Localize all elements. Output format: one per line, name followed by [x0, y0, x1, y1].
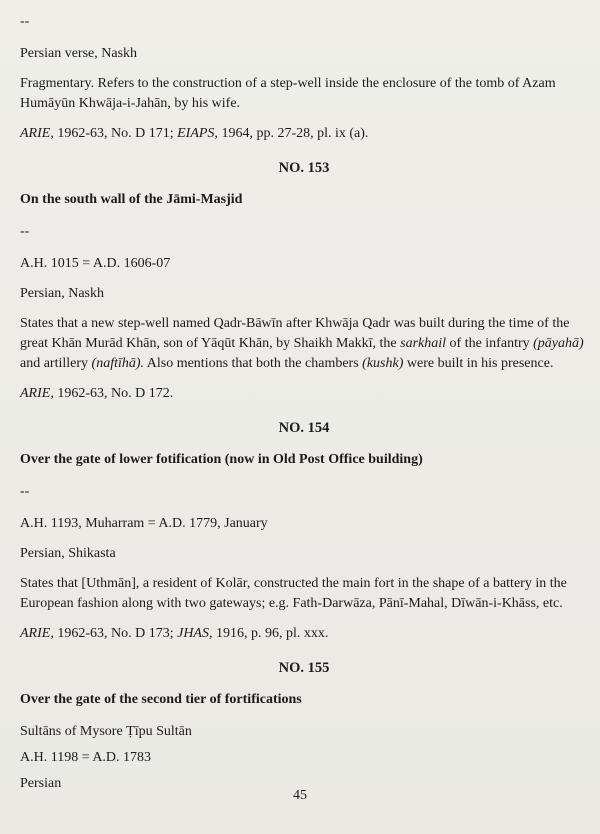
ref-text: 1962-63, No. D 172. [53, 386, 174, 401]
reference-line [20, 124, 588, 144]
script-line: Persian [20, 776, 62, 791]
desc-term: (pāyahā) [533, 336, 584, 351]
reference-line [20, 384, 588, 404]
entry-number: NO. 155 [278, 660, 330, 676]
desc-text: Also mentions that both the chambers [144, 356, 363, 371]
entry-dash: -- [20, 484, 30, 499]
entry-description [20, 314, 588, 374]
entry-title: Over the gate of lower fotification (now in Old Post Office building) [20, 452, 423, 467]
script-line: Persian verse, Naskh [20, 46, 138, 61]
entry-number: NO. 153 [278, 160, 330, 176]
ref-source: ARIE, [20, 626, 54, 641]
ruler-line: Sultāns of Mysore Ṭīpu Sultān [20, 724, 192, 739]
ref-source: ARIE, [20, 386, 54, 401]
script-line: Persian, Shikasta [20, 546, 116, 561]
ref-text: 1962-63, No. D 173; [53, 626, 178, 641]
page-number: 45 [293, 788, 307, 803]
desc-term: sarkhail [400, 336, 447, 351]
date-line: A.H. 1198 = A.D. 1783 [20, 750, 152, 765]
entry-dash: -- [20, 14, 30, 29]
date-line: A.H. 1015 = A.D. 1606-07 [20, 256, 171, 271]
desc-text: and artillery [20, 356, 92, 371]
entry-title: On the south wall of the Jāmi-Masjid [20, 192, 243, 207]
ref-text: 1964, pp. 27-28, pl. ix (a). [217, 126, 369, 141]
ref-source: EIAPS, [177, 126, 218, 141]
desc-text: of the infantry [446, 336, 534, 351]
script-line: Persian, Naskh [20, 286, 104, 301]
entry-description: States that [Uthmān], a resident of Kolār, constructed the main fort in the shape of a battery in the European fashion along with two gateways; e.g. Fath-Darwāza, Pānī-Mahal, Dīwān-i-Khāss, etc. [20, 576, 567, 611]
ref-source: ARIE, [20, 126, 54, 141]
entry-title: Over the gate of the second tier of fortifications [20, 692, 302, 707]
desc-term: (naftīhā). [91, 356, 145, 371]
entry-dash: -- [20, 224, 30, 239]
ref-text: 1916, p. 96, pl. xxx. [212, 626, 329, 641]
page-content [20, 12, 588, 800]
desc-term: (kushk) [362, 356, 404, 371]
reference-line [20, 624, 588, 644]
entry-description: Fragmentary. Refers to the construction of a step-well inside the enclosure of the tomb of Azam Humāyūn Khwāja-i-Jahān, by his wife. [20, 76, 556, 111]
date-line: A.H. 1193, Muharram = A.D. 1779, January [20, 516, 268, 531]
desc-text: were built in his presence. [403, 356, 554, 371]
ref-source: JHAS, [177, 626, 213, 641]
ref-text: 1962-63, No. D 171; [53, 126, 178, 141]
desc-text: States that a new step-well named Qadr-Bāwīn after Khwāja Qadr was built during the time of the great Khān Murād Khān, son of Yāqūt Khān, by Shaikh Makkī, the [20, 316, 570, 351]
entry-number: NO. 154 [278, 420, 330, 436]
